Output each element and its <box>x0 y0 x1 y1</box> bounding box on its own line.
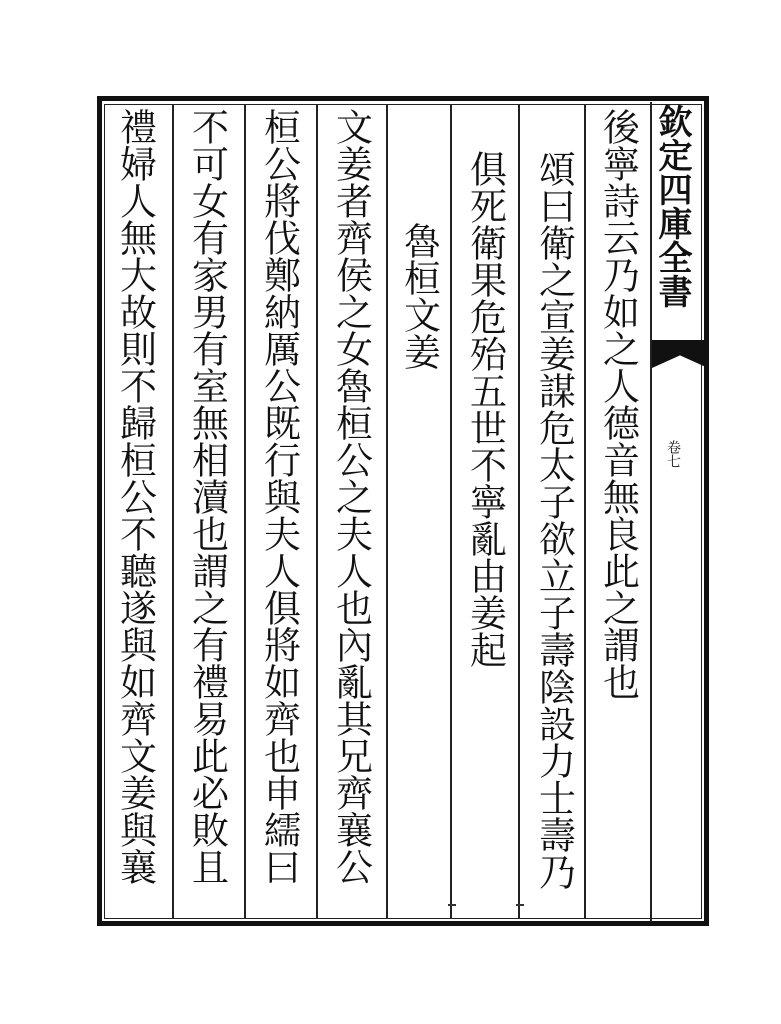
text-column-6: 桓公將伐鄭納厲公既行與夫人俱將如齊也申繻曰 <box>257 108 301 885</box>
column-rule <box>518 104 520 919</box>
text-column-8: 禮婦人無大故則不歸桓公不聽遂與如齊文姜與襄 <box>113 108 157 885</box>
text-column-7: 不可女有家男有室無相瀆也謂之有禮易此必敗且 <box>185 108 229 885</box>
text-column-3: 俱死衛果危殆五世不寧亂由姜起 <box>463 150 507 668</box>
text-column-1: 後寧詩云乃如之人德音無良此之謂也 <box>596 108 640 700</box>
section-heading: 魯桓文姜 <box>397 222 441 370</box>
column-rule <box>316 104 318 919</box>
column-rule <box>386 104 388 919</box>
text-column-2: 頌曰衛之宣姜謀危太子欲立子壽陰設力士壽乃 <box>532 150 576 890</box>
column-rule <box>244 104 246 919</box>
column-rule <box>172 104 174 919</box>
column-tick <box>516 904 524 906</box>
book-title: 欽定四庫全書 <box>652 104 692 308</box>
column-rule <box>584 104 586 919</box>
column-rule <box>450 104 452 919</box>
juan-label: 卷七 <box>665 440 681 468</box>
column-tick <box>448 904 456 906</box>
text-column-5: 文姜者齊侯之女魯桓公之夫人也內亂其兄齊襄公 <box>329 108 373 885</box>
